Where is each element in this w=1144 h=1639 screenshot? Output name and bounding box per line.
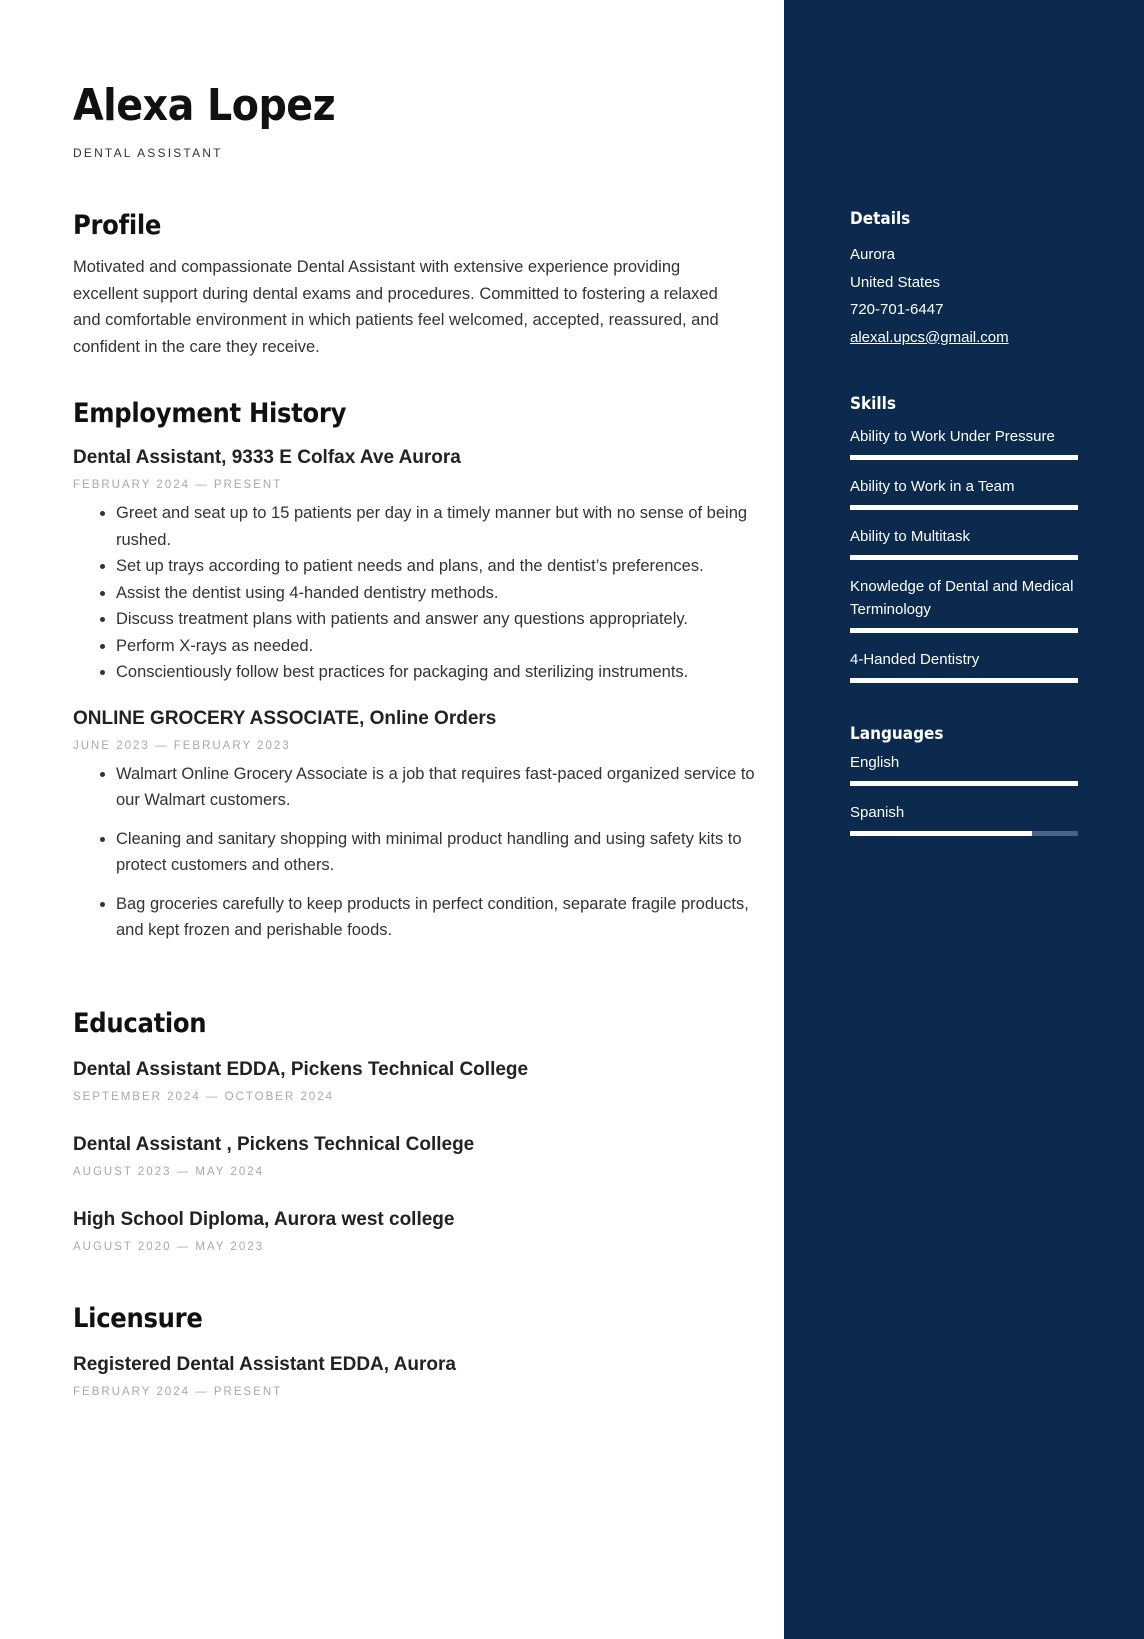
education-entry xyxy=(73,1208,784,1253)
education-section xyxy=(73,1008,784,1253)
skill-level-fill xyxy=(850,555,1078,560)
skill-level-bar xyxy=(850,678,1078,683)
skill-item xyxy=(850,648,1144,683)
language-level-fill xyxy=(850,781,1078,786)
profile-text: Motivated and compassionate Dental Assistant with extensive experience providing excellent support during dental exams and procedures. Committed to fostering a relaxed and comfortable environment in which patients feel welcomed, accepted, reassured, and confident in the care they receive. xyxy=(73,258,719,356)
job-bullet: • Conscientiously follow best practices for packaging and sterilizing instruments. xyxy=(116,659,766,686)
licensure-entry xyxy=(73,1353,784,1398)
candidate-title: DENTAL ASSISTANT xyxy=(73,146,223,160)
job-bullet: • Bag groceries carefully to keep products in perfect condition, separate fragile products, and kept frozen and perishable foods. xyxy=(116,891,766,944)
licensure-title: Registered Dental Assistant EDDA, Aurora xyxy=(73,1353,456,1375)
email-link[interactable]: alexal.upcs@gmail.com xyxy=(850,328,1009,346)
profile-section xyxy=(73,210,784,360)
employment-heading: Employment History xyxy=(73,398,347,429)
education-dates: AUGUST 2023 — MAY 2024 xyxy=(73,1165,265,1178)
skill-label: Ability to Work in a Team xyxy=(850,478,1015,495)
candidate-name: Alexa Lopez xyxy=(73,80,336,131)
language-label: English xyxy=(850,754,900,771)
job-bullet: • Cleaning and sanitary shopping with minimal product handling and using safety kits to protect customers and others. xyxy=(116,826,766,879)
language-label: Spanish xyxy=(850,804,905,821)
language-level-bar xyxy=(850,781,1078,786)
skills-heading: Skills xyxy=(850,394,897,414)
job-bullet: • Perform X-rays as needed. xyxy=(116,633,766,660)
detail-country: United States xyxy=(850,273,941,291)
languages-section xyxy=(850,723,1144,836)
skill-level-fill xyxy=(850,505,1078,510)
sidebar xyxy=(784,0,1144,1639)
skill-item xyxy=(850,525,1144,560)
detail-city: Aurora xyxy=(850,246,896,263)
language-item xyxy=(850,801,1144,836)
skill-label: Knowledge of Dental and Medical Terminology xyxy=(850,578,1074,618)
job-bullet: • Set up trays according to patient needs and plans, and the dentist’s preferences. xyxy=(116,553,766,580)
job-bullets xyxy=(73,500,766,686)
job-bullet: • Assist the dentist using 4-handed dentistry methods. xyxy=(116,580,766,607)
education-entry xyxy=(73,1058,784,1103)
licensure-heading: Licensure xyxy=(73,1302,203,1334)
job-bullet: • Walmart Online Grocery Associate is a job that requires fast-paced organized service to our Walmart customers. xyxy=(116,761,766,814)
language-level-fill xyxy=(850,831,1032,836)
languages-heading: Languages xyxy=(850,724,944,744)
skill-level-fill xyxy=(850,455,1078,460)
education-dates: AUGUST 2020 — MAY 2023 xyxy=(73,1240,265,1253)
job-dates: FEBRUARY 2024 — PRESENT xyxy=(73,479,283,491)
education-dates: SEPTEMBER 2024 — OCTOBER 2024 xyxy=(73,1090,335,1103)
skill-level-bar xyxy=(850,505,1078,510)
job-title: Dental Assistant, 9333 E Colfax Ave Aurora xyxy=(73,447,461,468)
skills-section xyxy=(850,393,1144,683)
details-section xyxy=(850,208,1144,351)
job-bullet: • Discuss treatment plans with patients and answer any questions appropriately. xyxy=(116,606,766,633)
skill-level-fill xyxy=(850,678,1078,683)
licensure-section xyxy=(73,1303,784,1398)
education-title: Dental Assistant , Pickens Technical College xyxy=(73,1133,475,1155)
language-level-bar xyxy=(850,831,1078,836)
education-entry xyxy=(73,1133,784,1178)
job-entry xyxy=(73,446,784,686)
job-dates: JUNE 2023 — FEBRUARY 2023 xyxy=(73,739,291,752)
skill-level-bar xyxy=(850,555,1078,560)
job-entry xyxy=(73,707,784,944)
licensure-dates: FEBRUARY 2024 — PRESENT xyxy=(73,1385,283,1398)
employment-section xyxy=(73,398,784,944)
skill-item xyxy=(850,575,1144,633)
skill-item xyxy=(850,425,1144,460)
job-bullets xyxy=(73,761,766,944)
education-title: Dental Assistant EDDA, Pickens Technical College xyxy=(73,1058,529,1080)
skill-level-bar xyxy=(850,455,1078,460)
skill-label: 4-Handed Dentistry xyxy=(850,651,980,668)
education-title: High School Diploma, Aurora west college xyxy=(73,1208,455,1230)
skill-level-fill xyxy=(850,628,1078,633)
skill-item xyxy=(850,475,1144,510)
profile-heading: Profile xyxy=(73,210,162,241)
language-item xyxy=(850,751,1144,786)
detail-phone: 720-701-6447 xyxy=(850,301,944,318)
skill-label: Ability to Multitask xyxy=(850,528,971,545)
job-bullet: • Greet and seat up to 15 patients per day in a timely manner but with no sense of being rushed. xyxy=(116,500,766,553)
details-heading: Details xyxy=(850,209,911,229)
job-title: ONLINE GROCERY ASSOCIATE, Online Orders xyxy=(73,707,497,729)
education-heading: Education xyxy=(73,1007,207,1039)
skill-level-bar xyxy=(850,628,1078,633)
skill-label: Ability to Work Under Pressure xyxy=(850,428,1055,445)
